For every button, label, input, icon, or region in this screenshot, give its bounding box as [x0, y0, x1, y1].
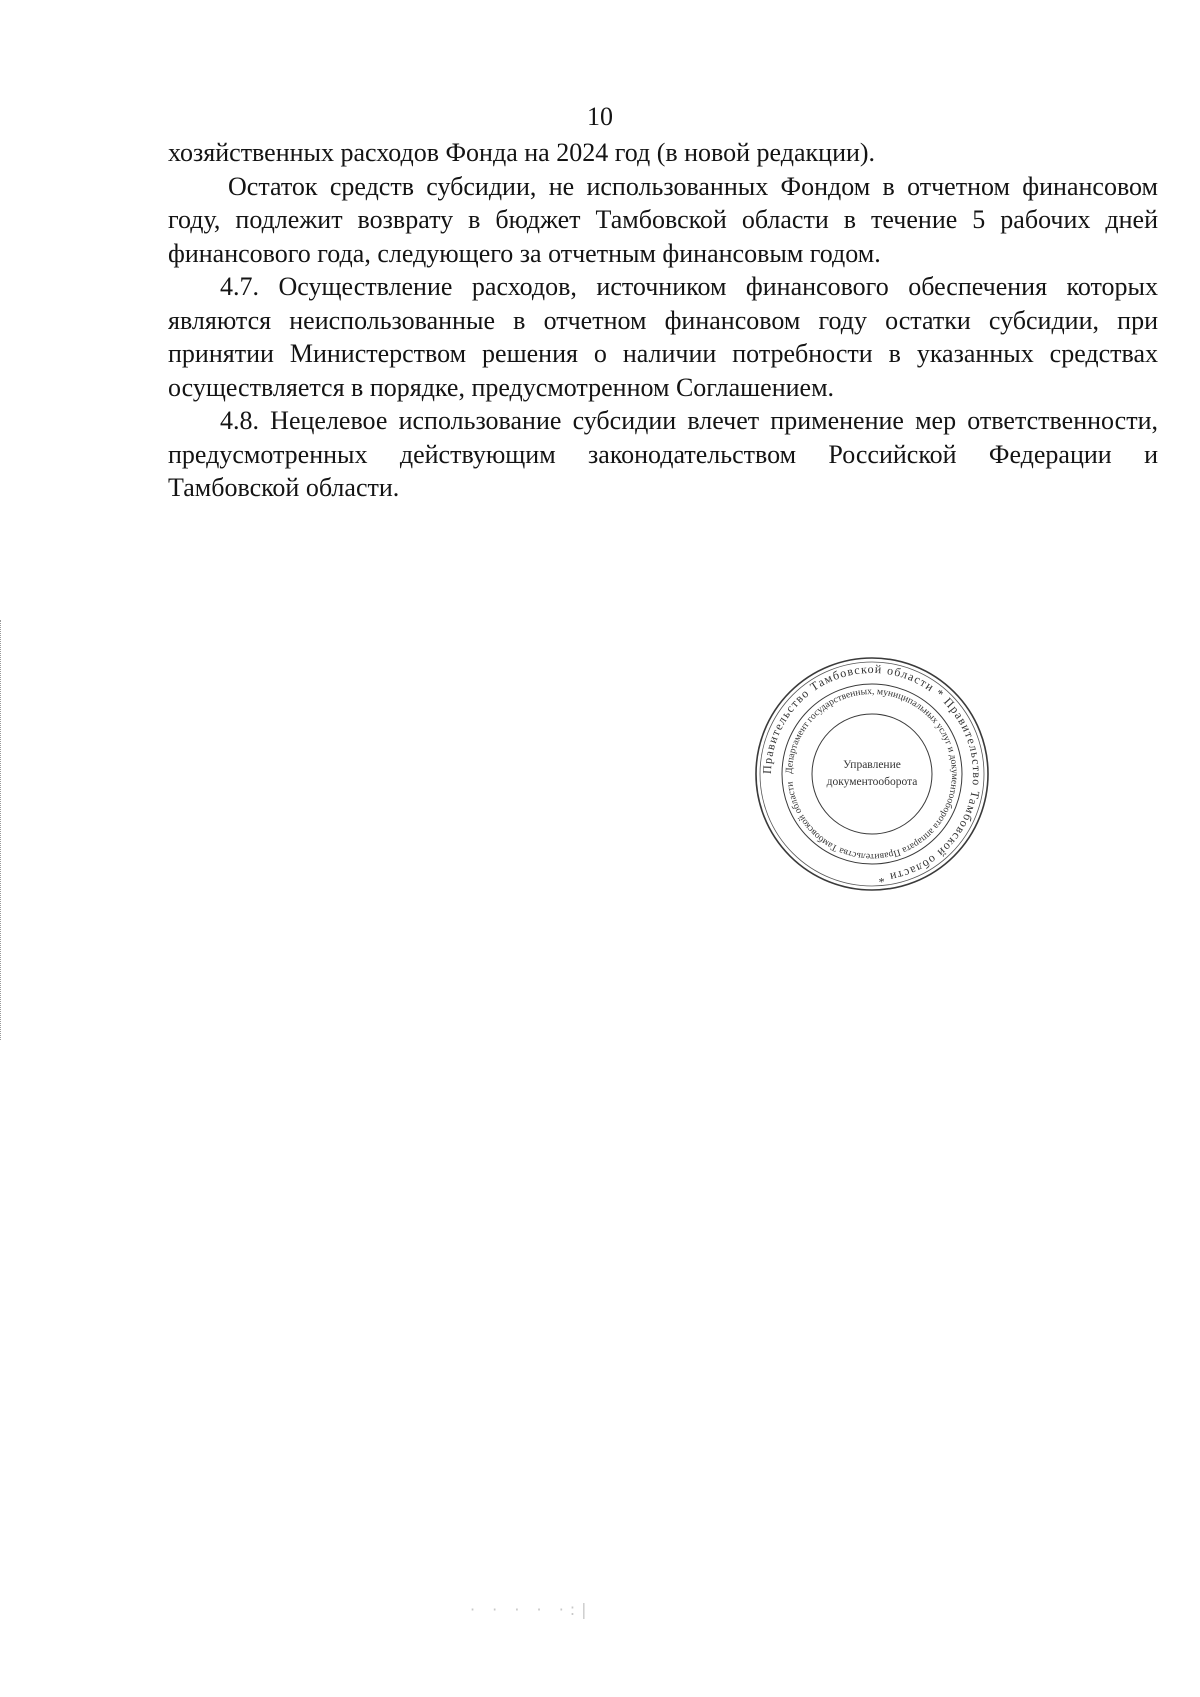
stamp-center-line1: Управление — [843, 759, 901, 771]
paragraph-4-7: 4.7. Осуществление расходов, источником финансового обеспечения которых являются неиспользованные в отчетном финансовом году остатки субсидии, при принятии Министерством решения о наличии потребности в указанных средствах осуществляется в порядке, предусмотренном Соглашением. — [168, 272, 1158, 402]
stamp-center-line2: документооборота — [826, 776, 918, 788]
page-number: 10 — [587, 102, 613, 131]
stamp-inner-ring — [812, 714, 932, 834]
document-body — [168, 136, 1158, 505]
scan-edge-artifact — [0, 620, 3, 1040]
paragraph-4-8: 4.8. Нецелевое использование субсидии влечет применение мер ответственности, предусмотренных действующим законодательством Российской Федерации и Тамбовской области. — [168, 406, 1158, 502]
paragraph-subsidy-remainder: Остаток средств субсидии, не использованных Фондом в отчетном финансовом году, подлежит возврату в бюджет Тамбовской области в течение 5 рабочих дней финансового года, следующего за отчетным финансовым годом. — [168, 171, 1158, 268]
stamp-seal — [752, 654, 992, 894]
stamp-outer-text: Правительство Тамбовской области * Правительство Тамбовской области * — [759, 661, 985, 886]
stamp-middle-text: Департамент государственных, муниципальных услуг и документооборота аппарата Правительства Тамбовской области — [783, 685, 961, 863]
official-stamp — [752, 654, 992, 894]
stamp-middle-ring — [782, 684, 962, 864]
paragraph-continuation: хозяйственных расходов Фонда на 2024 год (в новой редакции). — [168, 138, 876, 167]
scan-noise-artifact: · · · · ·:| — [470, 1600, 593, 1619]
